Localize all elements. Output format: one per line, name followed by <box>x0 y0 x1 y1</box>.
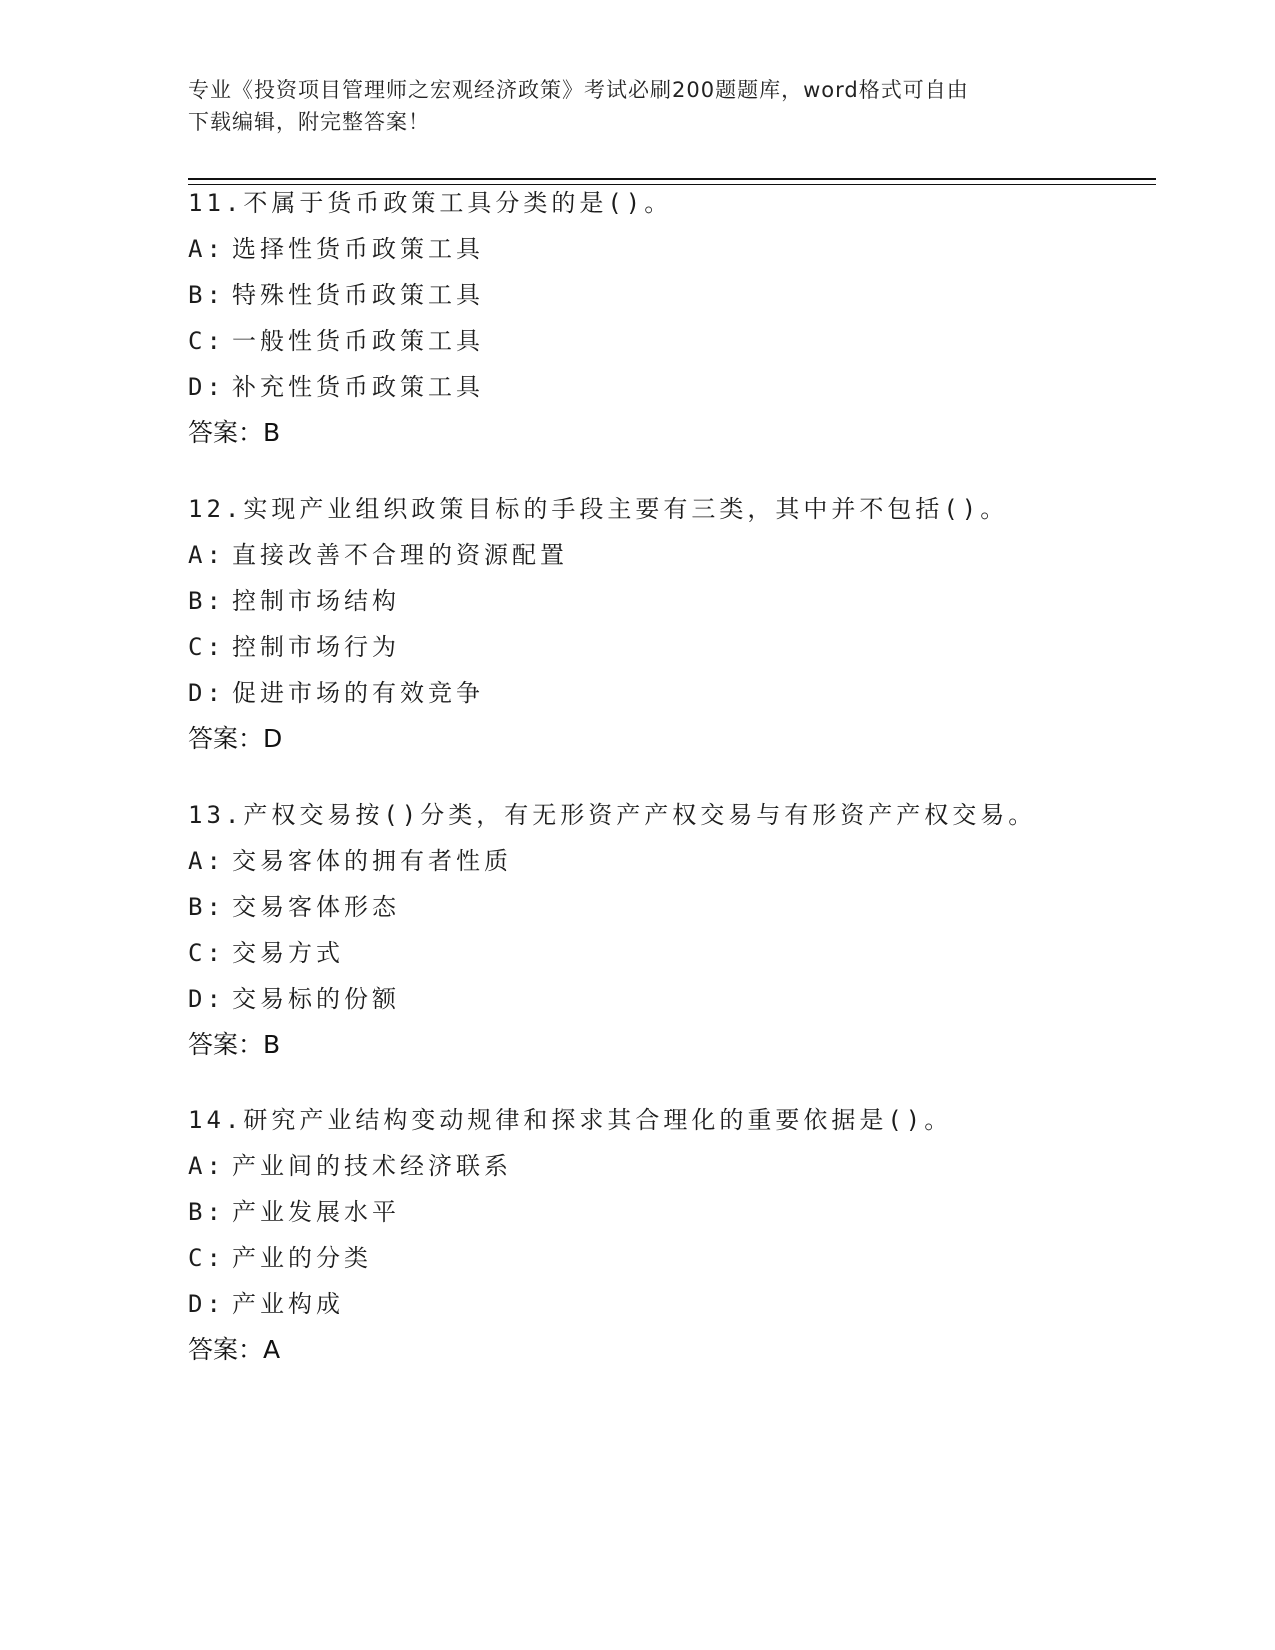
header-line-1: 专业《投资项目管理师之宏观经济政策》考试必刷200题题库，word格式可自由 <box>188 78 969 102</box>
option-a <box>188 1143 1188 1189</box>
answer-line: 答案：D <box>188 724 283 753</box>
option-label: B: <box>188 893 225 921</box>
option-text: 特殊性货币政策工具 <box>232 281 484 309</box>
option-label: C: <box>188 327 225 355</box>
option-c <box>188 1235 1188 1281</box>
option-c <box>188 318 1188 364</box>
answer-line: 答案：B <box>188 418 281 447</box>
option-text: 补充性货币政策工具 <box>232 373 484 401</box>
option-label: A: <box>188 847 225 875</box>
option-label: C: <box>188 939 225 967</box>
option-text: 选择性货币政策工具 <box>232 235 484 263</box>
option-label: B: <box>188 587 225 615</box>
option-label: A: <box>188 1152 225 1180</box>
option-text: 一般性货币政策工具 <box>232 327 484 355</box>
question-stem: 13.产权交易按()分类，有无形资产产权交易与有形资产产权交易。 <box>188 801 1037 829</box>
question-stem: 11.不属于货币政策工具分类的是()。 <box>188 189 673 217</box>
option-text: 产业的分类 <box>232 1244 372 1272</box>
option-c <box>188 624 1188 670</box>
question-block <box>188 180 1188 456</box>
option-b <box>188 578 1188 624</box>
option-text: 产业间的技术经济联系 <box>232 1152 512 1180</box>
option-a <box>188 226 1188 272</box>
option-text: 产业构成 <box>232 1290 344 1318</box>
question-block <box>188 792 1188 1068</box>
option-a <box>188 532 1188 578</box>
option-text: 产业发展水平 <box>232 1198 400 1226</box>
option-text: 直接改善不合理的资源配置 <box>232 541 568 569</box>
option-a <box>188 838 1188 884</box>
option-c <box>188 930 1188 976</box>
question-block <box>188 486 1188 762</box>
answer-line: 答案：A <box>188 1335 281 1364</box>
option-b <box>188 1189 1188 1235</box>
option-label: C: <box>188 633 225 661</box>
option-text: 交易客体形态 <box>232 893 400 921</box>
option-label: D: <box>188 1290 225 1318</box>
option-b <box>188 884 1188 930</box>
option-label: A: <box>188 235 225 263</box>
option-text: 控制市场行为 <box>232 633 400 661</box>
option-b <box>188 272 1188 318</box>
question-stem: 14.研究产业结构变动规律和探求其合理化的重要依据是()。 <box>188 1106 953 1134</box>
answer-line: 答案：B <box>188 1030 281 1059</box>
option-d <box>188 670 1188 716</box>
option-d <box>188 364 1188 410</box>
option-label: B: <box>188 281 225 309</box>
question-block <box>188 1097 1188 1373</box>
option-label: D: <box>188 679 225 707</box>
question-stem: 12.实现产业组织政策目标的手段主要有三类，其中并不包括()。 <box>188 495 1009 523</box>
option-d <box>188 1281 1188 1327</box>
option-label: D: <box>188 373 225 401</box>
option-text: 交易方式 <box>232 939 344 967</box>
option-label: D: <box>188 985 225 1013</box>
option-label: B: <box>188 1198 225 1226</box>
header-line-2: 下载编辑，附完整答案！ <box>188 110 430 134</box>
option-label: C: <box>188 1244 225 1272</box>
option-text: 控制市场结构 <box>232 587 400 615</box>
option-text: 交易客体的拥有者性质 <box>232 847 512 875</box>
option-text: 促进市场的有效竞争 <box>232 679 484 707</box>
option-label: A: <box>188 541 225 569</box>
document-header <box>188 74 1088 138</box>
option-d <box>188 976 1188 1022</box>
option-text: 交易标的份额 <box>232 985 400 1013</box>
